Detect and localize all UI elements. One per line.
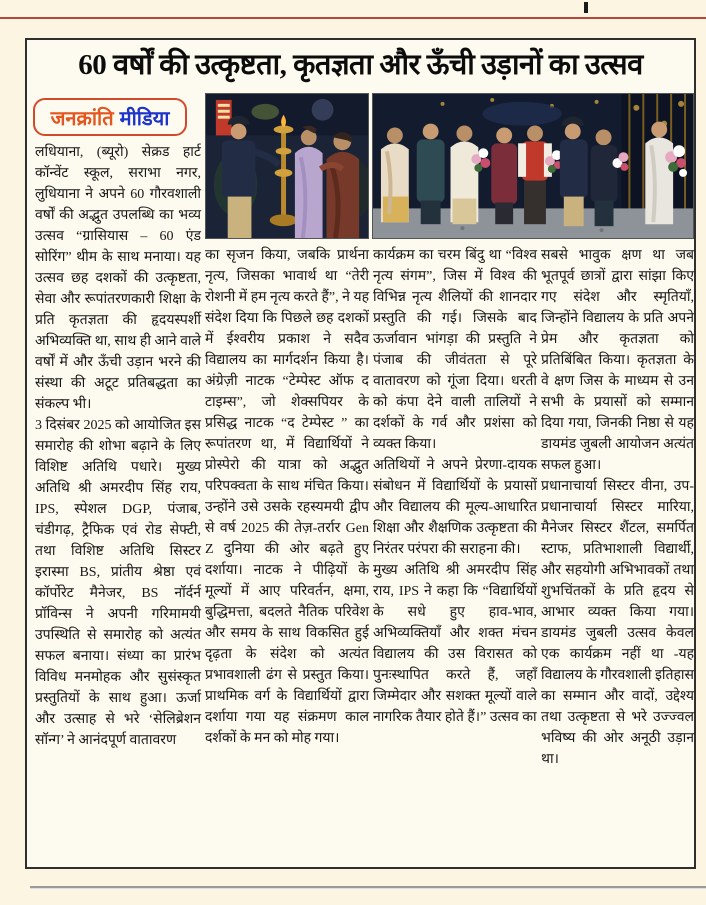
paragraph: मुख्य अतिथि श्री अमरदीप सिंह राय, IPS ने कहा कि “विद्यार्थियों के सधे हुए हाव-भाव, अभिव्यक्तियाँ और शक्त मंचन विद्यालय की उस विरासत को पुनःस्थापित करते हैं, जहाँ जिम्मेदार और सशक्त मूल्यों वाले नागरिक तैयार होते हैं।” उत्सव का xyxy=(373,563,537,725)
paragraph: अतिथियों ने अपने प्रेरणा-दायक संबोधन में विद्यार्थियों के प्रयासों और विद्यालय की मूल्य-आधारित शिक्षा और शैक्षणिक उत्कृष्टता की निरंतर परंपरा की सराहना की। xyxy=(373,458,537,557)
paragraph: प्रधानाचार्या सिस्टर वीना, उप-प्रधानाचार्या सिस्टर मारिया, मैनेजर सिस्टर शैंटल, समर्पित स्टाफ, प्रतिभाशाली विद्यार्थी, और सहयोगी अभिभावकों तथा शुभचिंतकों के प्रति हृदय से आभार व्यक्त किया गया। डायमंड जुबली उत्सव केवल एक कार्यक्रम नहीं था -यह विद्यालय के गौरवशाली इतिहास का सम्मान और वादों, उद्देश्य तथा उत्कृष्टता से भरे उज्ज्वल भविष्य की ओर अनूठी उड़ान था। xyxy=(541,479,695,767)
paragraph: सबसे भावुक क्षण था जब भूतपूर्व छात्रों द्वारा सांझा किए गए संदेश और स्मृतियाँ, जिन्होंने विद्यालय के प्रति अपने प्रेम और कृतज्ञता को प्रतिबिंबित किया। कृतज्ञता के वे क्षण जिस के माध्यम से उन सभी के प्रयासों को सम्मान दिया गया, जिनकी निष्ठा से यह डायमंड जुबली आयोजन अत्यंत सफल हुआ। xyxy=(541,248,694,473)
page-crop-mark xyxy=(584,2,588,13)
paragraph: लधियाना, (ब्यूरो) सेक्रड हार्ट कॉन्वेंट स्कूल, सराभा नगर, लुधियाना ने अपने 60 गौरवशाली वर्षों की अद्भुत उपलब्धि का भव्य उत्सव “ग्रासियास – 60 एंड सोरिंग” थीम के साथ मनाया। यह उत्सव छह दशकों की उत्कृष्टता, सेवा और रूपांतरणकारी शिक्षा के प्रति कृतज्ञता की हृदयस्पर्शी अभिव्यक्ति था, साथ ही आने वाले वर्षों में और ऊँची उड़ान भरने की संस्था की अटूट प्रतिबद्धता का संकल्प भी। xyxy=(35,145,201,412)
paragraph: का सृजन किया, जबकि प्रार्थना नृत्य, जिसका भावार्थ था “तेरी रोशनी में हम नृत्य करते हैं”, ने यह संदेश दिया कि पिछले छह दशकों में ईश्वरीय प्रकाश ने सदैव विद्यालय का मार्गदर्शन किया है। अंग्रेज़ी नाटक “टेम्पेस्ट ऑफ द टाइम्स”, जो शेक्सपियर के प्रसिद्ध नाटक “द टेम्पेस्ट ” का रूपांतरण था, में विद्यार्थियों ने प्रोस्पेरो की यात्रा को अद्भुत परिपक्वता के साथ मंचित किया। उन्होंने उसे उसके रहस्यमयी द्वीप से वर्ष 2025 की तेज़-तर्रार Gen Z दुनिया की ओर बढ़ते हुए दर्शाया। नाटक ने पीढ़ियों के मूल्यों में आए परिवर्तन, क्षमा, बुद्धिमत्ता, बदलते नैतिक परिवेश और समय के साथ विकसित हुई दृढ़ता के संदेश को अत्यंत प्रभावशाली ढंग से प्रस्तुत किया। प्राथमिक वर्ग के विद्यार्थियों द्वारा दर्शाया गया यह संक्रमण काल दर्शकों के मन को मोह गया। xyxy=(205,248,369,746)
photo-strip xyxy=(205,93,694,239)
paragraph: कार्यक्रम का चरम बिंदु था “विश्व नृत्य संगम”, जिस में विश्व की विभिन्न नृत्य शैलियों की शानदार प्रस्तुति की गई। जिसके बाद ऊर्जावान भांगड़ा की प्रस्तुति ने पंजाब की जीवंतता से पूरे वातावरण को गूंजा दिया। धरती को कंपा देने वाली तालियों ने दर्शकों के गर्व और प्रशंसा को व्यक्त किया। xyxy=(373,248,537,452)
logo-word-jankranti: जनक्रांति xyxy=(50,107,114,130)
article-column-4 xyxy=(541,245,694,860)
logo-word-media: मीडिया xyxy=(119,107,170,130)
bottom-gray-divider xyxy=(30,886,706,889)
top-red-divider xyxy=(0,17,706,19)
article-headline: 60 वर्षों की उत्कृष्टता, कृतज्ञता और ऊँची उड़ानों का उत्सव xyxy=(78,49,643,81)
article-column-1 xyxy=(35,142,201,858)
article-frame xyxy=(25,38,696,869)
jankranti-media-logo xyxy=(33,98,187,136)
paragraph: 3 दिसंबर 2025 को आयोजित इस समारोह की शोभा बढ़ाने के लिए विशिष्ट अतिथि पधारे। मुख्य अतिथि श्री अमरदीप सिंह राय, IPS, स्पेशल DGP, पंजाब, चंडीगढ़, ट्रैफिक एवं रोड सेफ्टी, तथा विशिष्ट अतिथि सिस्टर इरास्मा BS, प्रांतीय श्रेष्ठा एवं कॉर्पोरेट मैनेजर, BS नॉर्दर्न प्रॉविन्स ने अपनी गरिमामयी उपस्थिति से समारोह को अत्यंत सफल बनाया। संध्या का प्रारंभ विविध मनमोहक और सुसंस्कृत प्रस्तुतियों के साथ हुआ। ऊर्जा और उत्साह से भरे ‘सेलिब्रेशन सॉन्ग’ ने आनंदपूर्ण वातावरण xyxy=(35,418,201,748)
photo-lamp-lighting-ceremony xyxy=(205,93,369,239)
article-column-2 xyxy=(205,245,369,860)
photo-guests-with-bouquets xyxy=(372,93,694,239)
article-column-3 xyxy=(373,245,537,860)
